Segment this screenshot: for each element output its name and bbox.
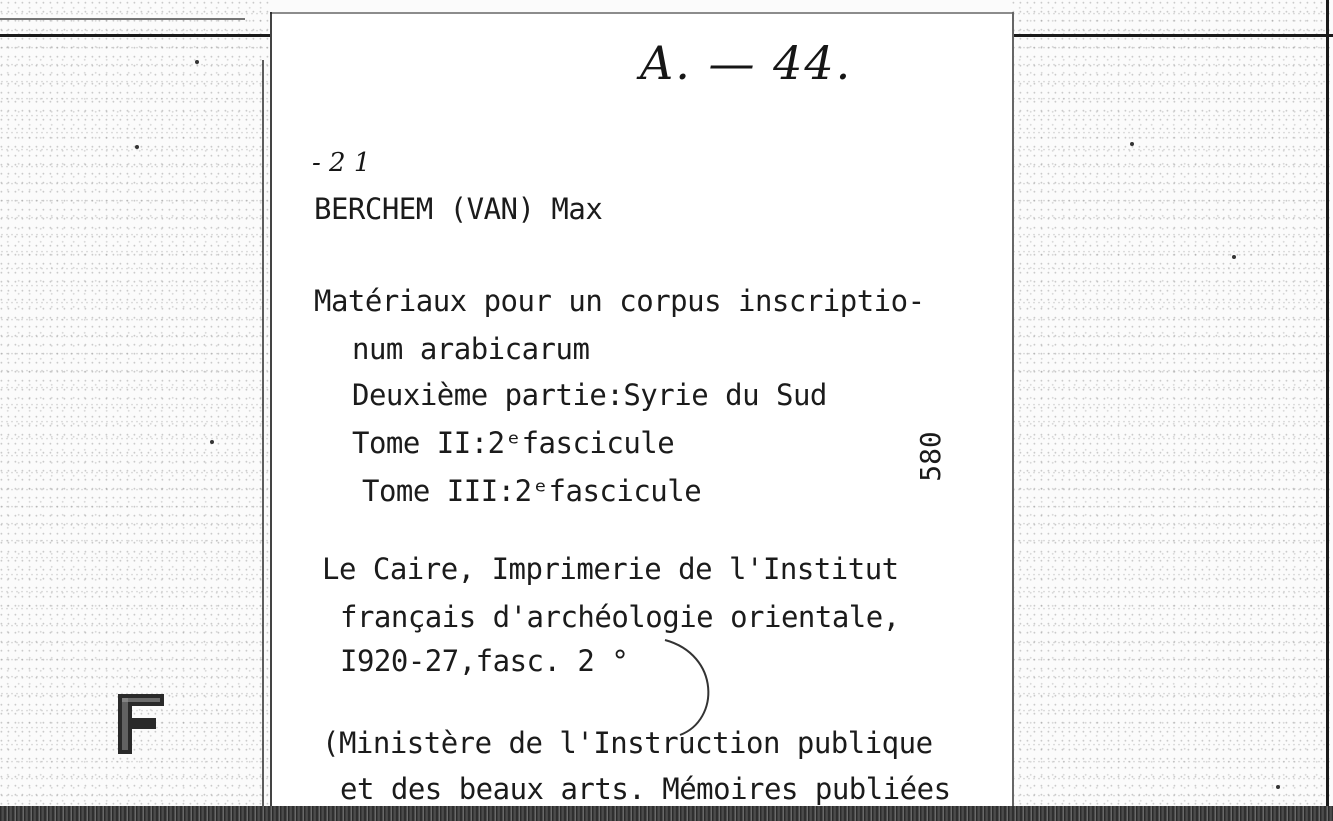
title-line-3: Deuxième partie:Syrie du Sud [352, 378, 827, 412]
scan-bottom-edge [0, 806, 1333, 821]
left-vertical-rule [262, 60, 264, 806]
author-heading: BERCHEM (VAN) Max [314, 192, 603, 226]
speck-dot [210, 440, 214, 444]
catalog-card [270, 12, 1014, 812]
scan-noise-left [0, 0, 270, 806]
imprint-line-1: Le Caire, Imprimerie de l'Institut [322, 552, 899, 586]
imprint-line-3: I920-27,fasc. 2 ° [340, 644, 629, 678]
top-rule-left [0, 34, 270, 37]
title-line-1: Matériaux pour un corpus inscriptio- [314, 284, 925, 318]
shelfmark: A. — 44. [640, 36, 853, 90]
series-line-2: et des beaux arts. Mémoires publiées [340, 772, 951, 806]
call-number: 580 [913, 431, 947, 482]
f-stamp-icon [112, 690, 170, 758]
speck-dot [1130, 142, 1134, 146]
card-top-edge [270, 12, 1012, 14]
title-line-5: Tome III:2ᵉfascicule [362, 474, 702, 508]
speck-dot [1232, 255, 1236, 259]
title-line-4: Tome II:2ᵉfascicule [352, 426, 675, 460]
speck-dot [195, 60, 199, 64]
speck-dot [135, 145, 139, 149]
marginal-marks: - 2 1 [312, 148, 371, 178]
speck-dot [1276, 785, 1280, 789]
title-line-2: num arabicarum [352, 332, 590, 366]
series-line-1: (Ministère de l'Instruction publique [322, 726, 933, 760]
top-rule-left-2 [0, 18, 245, 20]
pencil-arc-mark [660, 630, 720, 740]
imprint-line-2: français d'archéologie orientale, [340, 600, 900, 634]
scan-noise-right [1012, 0, 1333, 806]
right-vertical-rule [1326, 0, 1329, 806]
top-rule-right [1012, 34, 1333, 37]
